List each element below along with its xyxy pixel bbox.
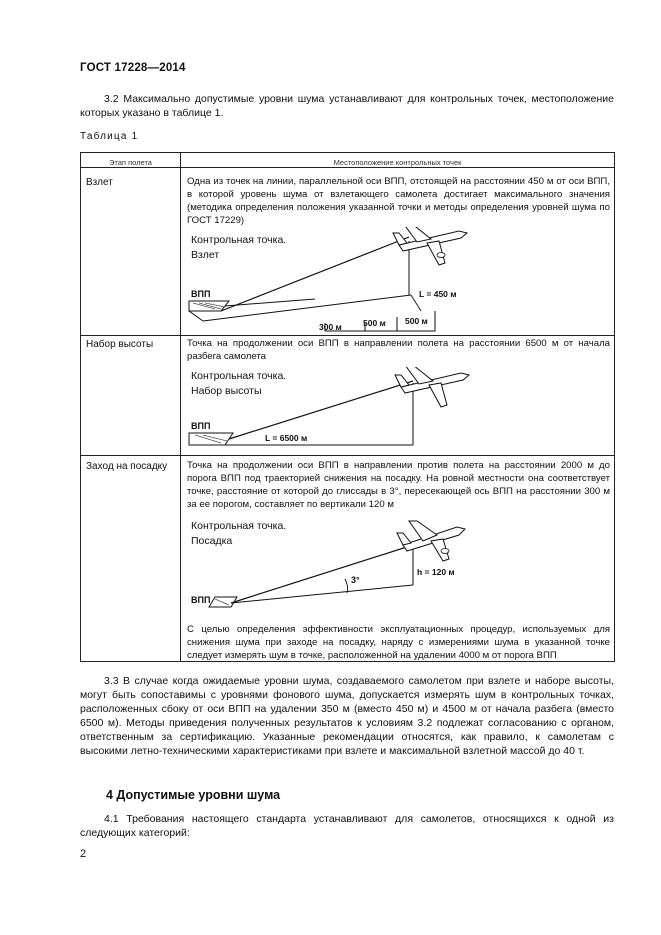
climb-label-line1: Контрольная точка. xyxy=(191,370,287,382)
table-column-divider xyxy=(180,153,181,661)
row-description-approach: Точка на продолжении оси ВПП в направлении против полета на расстоянии 2000 м до порога ВПП под траекторией снижения на посадку. На ровной местности она соответствует точке, расстояние от которой до глиссады в 3°, пересекающей ось ВПП на расстоянии 300 м за ее порогом, составляет по вертикали 120 м xyxy=(187,460,610,510)
approach-angle-arc xyxy=(345,579,348,593)
row-stage-takeoff: Взлет xyxy=(86,177,113,188)
table-header-rule xyxy=(81,167,614,168)
climb-distance-label: L = 6500 м xyxy=(265,433,308,443)
approach-runway-label: ВПП xyxy=(191,595,211,605)
paragraph-4-1: 4.1 Требования настоящего стандарта устанавливают для самолетов, относящихся к одной из следующих категорий: xyxy=(80,813,614,839)
takeoff-seg1-label: 300 м xyxy=(319,322,342,332)
approach-diagram xyxy=(185,517,485,619)
row-stage-approach: Заход на посадку xyxy=(86,461,168,472)
takeoff-runway-icon xyxy=(189,299,315,321)
takeoff-airplane-icon xyxy=(393,227,467,265)
takeoff-seg2-label: 500 м xyxy=(363,318,386,328)
climb-diagram xyxy=(185,367,485,453)
approach-angle-label: 3° xyxy=(351,575,360,585)
takeoff-distance-label: L = 450 м xyxy=(419,289,457,299)
page-number: 2 xyxy=(80,848,87,860)
section-4-title: 4 Допустимые уровни шума xyxy=(106,788,281,802)
paragraph-3-3: 3.3 В случае когда ожидаемые уровни шума, создаваемого самолетом при взлете и наборе высоты, могут быть сопоставимы с уровнями фонового шума, допускается измерять шум в контрольных точках, расположенных сбоку от оси ВПП на удалении 350 м (вместо 450 м) и 4500 м от начала разбега (вместо 6500 м). Методы приведения полученных результатов к условиям 3.2 подлежат согласованию с органом, ответственным за сертификацию. Указанные рекомендации относятся, как правило, к самолетам с высокими летно-техническими характеристиками при взлете и максимальной взлетной массой до 40 т. xyxy=(80,675,614,757)
approach-label-line1: Контрольная точка. xyxy=(191,520,287,532)
document-header: ГОСТ 17228—2014 xyxy=(80,62,186,74)
takeoff-runway-label: ВПП xyxy=(191,289,211,299)
table-header-stage: Этап полета xyxy=(109,158,152,167)
climb-runway-label: ВПП xyxy=(191,421,211,431)
takeoff-diagram xyxy=(185,227,485,333)
approach-airplane-icon xyxy=(397,521,465,561)
takeoff-label-line2: Взлет xyxy=(191,249,220,261)
takeoff-seg3-label: 500 м xyxy=(405,316,428,326)
row-description-takeoff: Одна из точек на линии, параллельной оси ВПП, отстоящей на расстоянии 450 м от оси ВПП, в которой уровень шума от взлетающего самолета достигает максимального значения (методика определения положения указанной точки и методы определения уровней шума по ГОСТ 17229) xyxy=(187,176,610,226)
climb-label-line2: Набор высоты xyxy=(191,385,262,397)
row-stage-climb: Набор высоты xyxy=(86,339,154,350)
approach-note: С целью определения эффективности эксплуатационных процедур, используемых для снижения шума при заходе на посадку, наряду с измерениями шума в указанной точке следует измерять шум в точке, расположенной на удалении 4000 м от порога ВПП xyxy=(187,624,610,661)
intro-paragraph: 3.2 Максимально допустимые уровни шума устанавливают для контрольных точек, местоположение которых указано в таблице 1. xyxy=(80,93,614,119)
climb-airplane-icon xyxy=(395,367,469,407)
climb-runway-icon xyxy=(189,433,233,445)
table-row-rule xyxy=(81,455,614,456)
takeoff-flight-path xyxy=(221,237,409,311)
table-1 xyxy=(80,152,615,662)
table-caption: Таблица 1 xyxy=(80,131,139,142)
table-header-location: Местоположение контрольных точек xyxy=(333,158,462,167)
row-description-climb: Точка на продолжении оси ВПП в направлении полета на расстоянии 6500 м от начала разбега самолета xyxy=(187,338,610,362)
takeoff-label-line1: Контрольная точка. xyxy=(191,234,287,246)
table-row-rule xyxy=(81,335,614,336)
approach-height-label: h = 120 м xyxy=(417,567,455,577)
approach-label-line2: Посадка xyxy=(191,535,233,547)
